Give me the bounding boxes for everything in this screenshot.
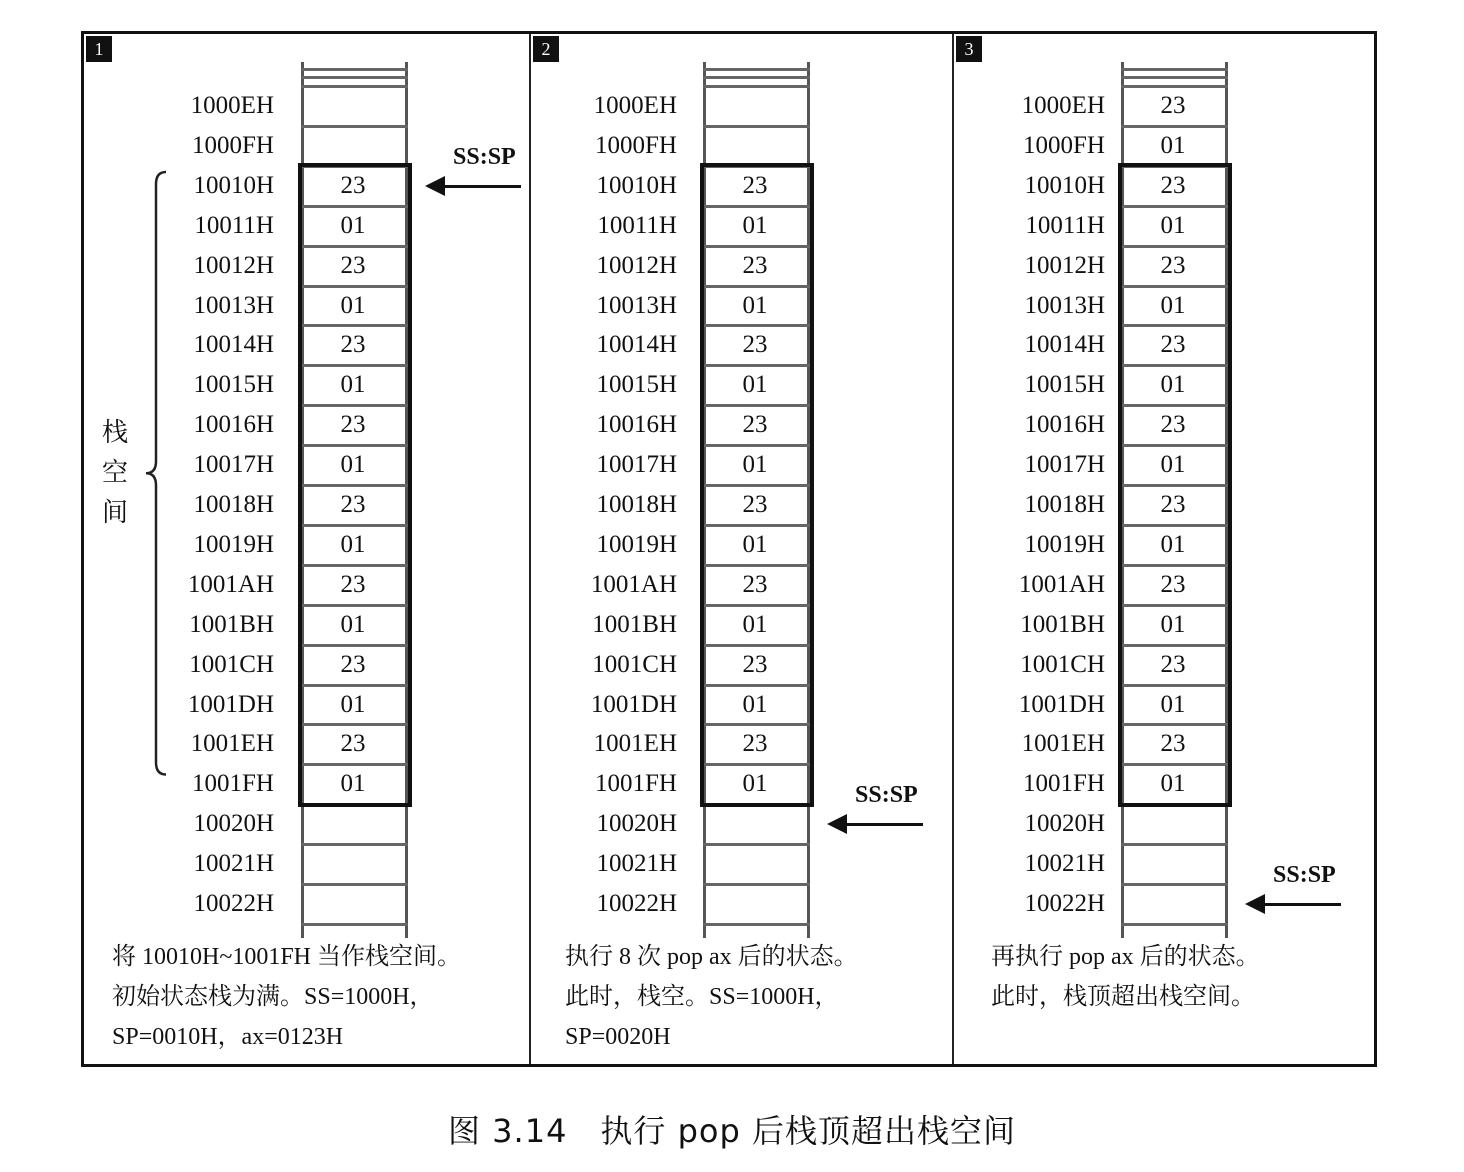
memory-address-label: 10013H	[596, 291, 677, 319]
memory-address-label: 10014H	[596, 331, 677, 359]
panel-caption-line: 此时，栈顶超出栈空间。	[991, 984, 1255, 1010]
memory-cell-value: 23	[340, 570, 366, 598]
memory-cell-value: 01	[1160, 690, 1186, 718]
memory-cell-value: 01	[1160, 770, 1186, 798]
memory-cell-value: 23	[742, 411, 768, 439]
memory-address-label: 1001CH	[592, 650, 677, 678]
memory-address-label: 10019H	[193, 530, 274, 558]
memory-address-label: 1001FH	[192, 770, 274, 798]
panel-caption-line: 此时，栈空。SS=1000H，	[565, 984, 839, 1010]
memory-cell-value: 23	[340, 171, 366, 199]
memory-address-label: 10016H	[596, 411, 677, 439]
memory-cell-value: 23	[742, 171, 768, 199]
memory-cell-value: 23	[742, 251, 768, 279]
memory-address-label: 1001AH	[1018, 570, 1105, 598]
memory-cell-value: 23	[1160, 331, 1186, 359]
memory-cell-value: 01	[742, 211, 768, 239]
memory-address-label: 1001EH	[190, 730, 274, 758]
memory-cell-value: 23	[1160, 251, 1186, 279]
memory-cell-value: 01	[742, 690, 768, 718]
stack-region-box	[700, 163, 814, 807]
memory-cell-value: 01	[340, 770, 366, 798]
memory-address-label: 10011H	[194, 211, 274, 239]
memory-cell-value	[301, 804, 405, 844]
memory-address-label: 10020H	[596, 810, 677, 838]
memory-address-label: 1001EH	[1021, 730, 1105, 758]
ss-sp-pointer-arrow	[1263, 903, 1341, 906]
memory-cell-value: 23	[340, 491, 366, 518]
memory-address-label: 10022H	[1024, 890, 1105, 917]
panel-caption-line: SP=0020H	[565, 1024, 671, 1050]
figure-caption-title: 图 3.14 执行 pop 后栈顶超出栈空间	[448, 1112, 1016, 1150]
memory-cell-value: 01	[340, 530, 366, 558]
memory-address-label: 1000EH	[1021, 92, 1105, 119]
stack-region-box	[298, 163, 412, 807]
memory-cell-value: 01	[1160, 610, 1186, 638]
memory-cell-value	[703, 884, 807, 924]
memory-address-label: 10020H	[193, 810, 274, 838]
memory-cell-value: 23	[1160, 730, 1186, 758]
memory-cell-value: 23	[340, 411, 366, 439]
memory-cell-value: 01	[1160, 291, 1186, 319]
ss-sp-pointer-label: SS:SP	[855, 782, 918, 809]
memory-cell-value: 01	[1160, 451, 1186, 479]
panel-number-badge: 1	[86, 36, 112, 62]
memory-address-label: 10019H	[596, 530, 677, 558]
memory-address-label: 10017H	[193, 451, 274, 479]
memory-column-top-edge	[1121, 76, 1228, 79]
memory-address-label: 1000FH	[192, 131, 274, 159]
memory-cell-value	[1121, 804, 1225, 844]
memory-address-label: 1001BH	[592, 610, 677, 638]
memory-address-label: 1001CH	[1020, 650, 1105, 678]
memory-address-label: 10017H	[1024, 451, 1105, 479]
memory-cell-value	[703, 844, 807, 884]
memory-cell-value: 23	[340, 650, 366, 678]
panel-3	[952, 34, 1374, 1064]
memory-column-top-edge	[301, 68, 408, 71]
memory-cell-value: 01	[340, 291, 366, 319]
memory-address-label: 10012H	[1024, 251, 1105, 279]
memory-address-label: 1001DH	[187, 690, 274, 718]
ss-sp-pointer-label: SS:SP	[1273, 861, 1336, 888]
memory-cell-value: 01	[742, 610, 768, 638]
memory-cell-value: 01	[1160, 530, 1186, 558]
memory-cell-value: 01	[1160, 371, 1186, 399]
memory-column-top-edge	[703, 76, 810, 79]
memory-cell-value: 23	[742, 650, 768, 678]
memory-cell-value	[1121, 884, 1225, 924]
memory-cell-value: 01	[340, 451, 366, 479]
memory-cell-value	[703, 126, 807, 166]
memory-cell-value: 23	[340, 331, 366, 359]
memory-cell-value	[301, 126, 405, 166]
panel-caption-line: 将 10010H~1001FH 当作栈空间。	[112, 944, 461, 970]
memory-address-label: 10014H	[193, 331, 274, 359]
panel-number-badge: 2	[533, 36, 559, 62]
memory-address-label: 10018H	[596, 491, 677, 518]
memory-address-label: 10015H	[596, 371, 677, 399]
memory-address-label: 10020H	[1024, 810, 1105, 838]
memory-cell-value	[1121, 844, 1225, 884]
memory-address-label: 1001BH	[1020, 610, 1105, 638]
ss-sp-pointer-label: SS:SP	[453, 143, 516, 170]
memory-address-label: 1001DH	[1018, 690, 1105, 718]
memory-address-label: 1001BH	[189, 610, 274, 638]
stack-space-label: 栈空间	[101, 418, 128, 528]
memory-address-label: 10019H	[1024, 530, 1105, 558]
memory-address-label: 10013H	[193, 291, 274, 319]
panel-caption-line: 执行 8 次 pop ax 后的状态。	[565, 944, 858, 970]
memory-cell-value: 01	[1160, 131, 1186, 159]
memory-address-label: 1001AH	[590, 570, 677, 598]
memory-cell-value: 23	[1160, 650, 1186, 678]
memory-address-label: 10015H	[193, 371, 274, 399]
memory-cell-value: 23	[1160, 92, 1186, 119]
memory-address-label: 10012H	[596, 251, 677, 279]
memory-cell-value: 23	[742, 730, 768, 758]
memory-address-label: 10011H	[597, 211, 677, 239]
memory-cell-value	[703, 804, 807, 844]
panel-number-badge: 3	[956, 36, 982, 62]
memory-address-label: 10016H	[193, 411, 274, 439]
memory-address-label: 1001FH	[595, 770, 677, 798]
memory-cell-value: 01	[1160, 211, 1186, 239]
memory-address-label: 10022H	[596, 890, 677, 917]
stack-region-box	[1118, 163, 1232, 807]
memory-address-label: 1001AH	[187, 570, 274, 598]
panel-caption-line: 再执行 pop ax 后的状态。	[991, 944, 1260, 970]
memory-cell-value: 23	[742, 331, 768, 359]
memory-address-label: 1001FH	[1023, 770, 1105, 798]
memory-address-label: 10021H	[193, 850, 274, 878]
memory-cell-value: 01	[340, 371, 366, 399]
memory-cell-value: 23	[1160, 171, 1186, 199]
ss-sp-pointer-arrow	[443, 185, 521, 188]
memory-address-label: 10013H	[1024, 291, 1105, 319]
memory-column-top-edge	[301, 76, 408, 79]
memory-cell-value	[301, 86, 405, 126]
panel-caption-line: 初始状态栈为满。SS=1000H，	[112, 984, 434, 1010]
memory-address-label: 1001EH	[593, 730, 677, 758]
panel-1	[84, 34, 529, 1064]
memory-address-label: 10012H	[193, 251, 274, 279]
memory-address-label: 10010H	[1024, 171, 1105, 199]
figure-frame	[81, 31, 1377, 1067]
memory-cell-value: 01	[742, 451, 768, 479]
memory-cell-value: 23	[1160, 570, 1186, 598]
memory-address-label: 10022H	[193, 890, 274, 917]
memory-address-label: 10010H	[193, 171, 274, 199]
memory-address-label: 1001CH	[189, 650, 274, 678]
memory-cell-value	[703, 86, 807, 126]
memory-address-label: 10021H	[1024, 850, 1105, 878]
memory-cell-value: 23	[340, 251, 366, 279]
memory-address-label: 10017H	[596, 451, 677, 479]
memory-cell-value: 01	[340, 211, 366, 239]
memory-address-label: 10015H	[1024, 371, 1105, 399]
memory-address-label: 1001DH	[590, 690, 677, 718]
panel-2	[529, 34, 952, 1064]
memory-address-label: 10010H	[596, 171, 677, 199]
memory-cell-value: 01	[742, 770, 768, 798]
memory-cell-value: 01	[340, 690, 366, 718]
ss-sp-pointer-arrow	[845, 823, 923, 826]
memory-address-label: 1000FH	[1023, 131, 1105, 159]
memory-address-label: 1000FH	[595, 131, 677, 159]
memory-address-label: 1000EH	[190, 92, 274, 119]
memory-address-label: 1000EH	[593, 92, 677, 119]
memory-cell-value: 01	[742, 291, 768, 319]
memory-column-top-edge	[703, 68, 810, 71]
memory-address-label: 10014H	[1024, 331, 1105, 359]
memory-cell-value: 23	[742, 570, 768, 598]
memory-column-top-edge	[1121, 68, 1228, 71]
memory-cell-value: 23	[1160, 491, 1186, 518]
memory-address-label: 10021H	[596, 850, 677, 878]
memory-cell-value: 01	[742, 530, 768, 558]
memory-address-label: 10016H	[1024, 411, 1105, 439]
memory-address-label: 10011H	[1025, 211, 1105, 239]
memory-cell-value: 01	[742, 371, 768, 399]
memory-address-label: 10018H	[193, 491, 274, 518]
memory-cell-value	[301, 844, 405, 884]
memory-address-label: 10018H	[1024, 491, 1105, 518]
panel-caption-line: SP=0010H，ax=0123H	[112, 1024, 344, 1050]
memory-cell-value: 01	[340, 610, 366, 638]
memory-cell-value	[301, 884, 405, 924]
memory-cell-value: 23	[1160, 411, 1186, 439]
memory-cell-value: 23	[340, 730, 366, 758]
stack-space-brace	[142, 170, 172, 776]
memory-cell-value: 23	[742, 491, 768, 518]
